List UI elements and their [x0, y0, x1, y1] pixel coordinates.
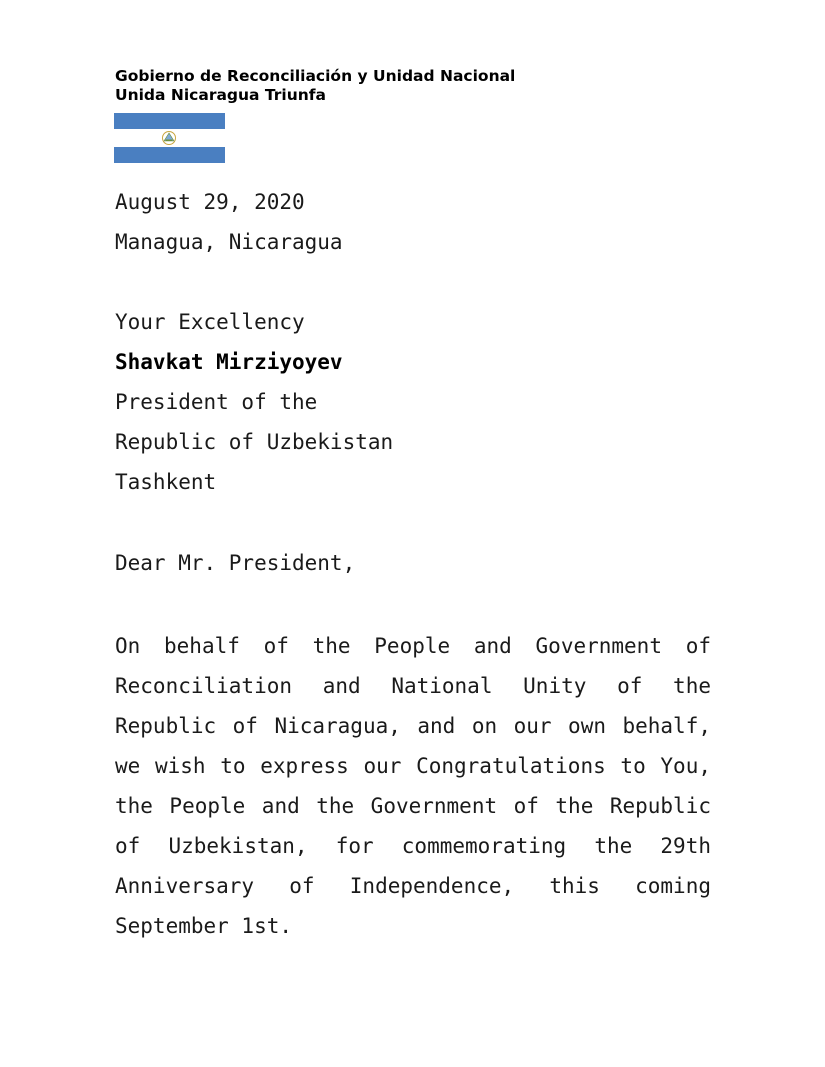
- letter-date: August 29, 2020: [115, 190, 305, 214]
- nicaragua-flag-icon: [114, 113, 225, 163]
- letterhead: [115, 67, 515, 105]
- letter-body-paragraph: On behalf of the People and Government of Reconciliation and National Unity of the Republic of Nicaragua, and on our own behalf, we wish to express our Congratulations to You, the People and the Government of the Republic of Uzbekistan, for commemorating the 29th Anniversary of Independence, this coming September 1st.: [115, 634, 711, 938]
- recipient-position-line2: Republic of Uzbekistan: [115, 430, 394, 454]
- recipient-title: Your Excellency: [115, 310, 305, 334]
- recipient-position-line1: President of the: [115, 390, 318, 414]
- letter-place: Managua, Nicaragua: [115, 230, 343, 254]
- recipient-city: Tashkent: [115, 470, 217, 494]
- letter-greeting: Dear Mr. President,: [115, 551, 356, 575]
- recipient-name: Shavkat Mirziyoyev: [115, 350, 343, 374]
- letterhead-government-name: Gobierno de Reconciliación y Unidad Nacional: [115, 67, 516, 85]
- letterhead-slogan: Unida Nicaragua Triunfa: [115, 86, 327, 104]
